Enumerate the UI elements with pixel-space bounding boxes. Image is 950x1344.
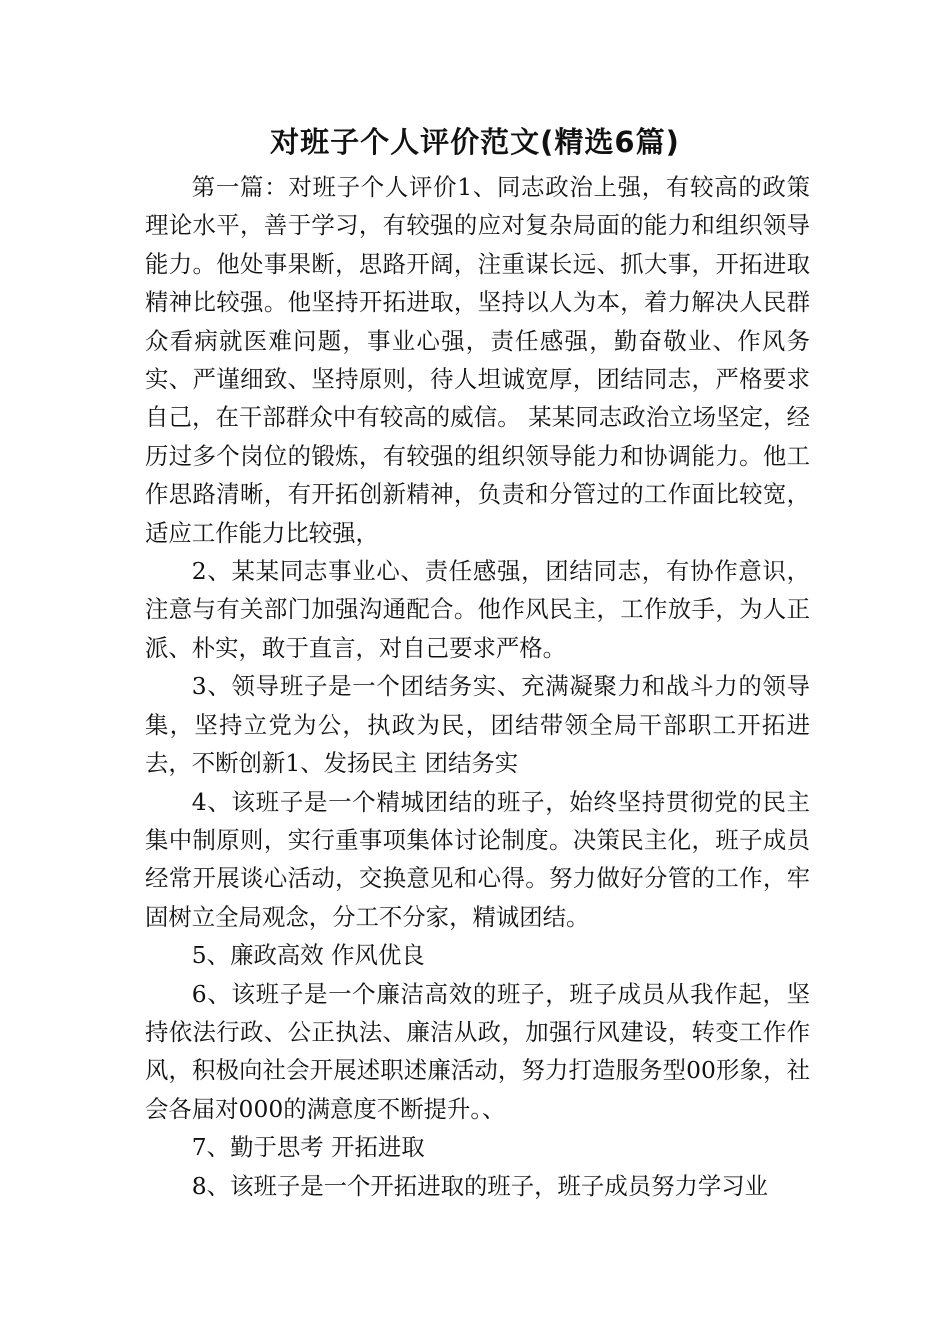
paragraph-2: 2、某某同志事业心、责任感强，团结同志，有协作意识，注意与有关部门加强沟通配合。他作风民主，工作放手，为人正派、朴实，敢于直言，对自己要求严格。 xyxy=(145,557,810,662)
paragraph-1: 第一篇：对班子个人评价1、同志政治上强，有较高的政策理论水平，善于学习，有较强的应对复杂局面的能力和组织领导能力。他处事果断，思路开阔，注重谋长远、抓大事，开拓进取精神比较强。他坚持开拓进取，坚持以人为本，着力解决人民群众看病就医难问题，事业心强，责任感强，勤奋敬业、作风务实、严谨细致、坚持原则，待人坦诚宽厚，团结同志，严格要求自己，在干部群众中有较高的威信。 某某同志政治立场坚定，经历过多个岗位的锻炼，有较强的组织领导能力和协调能力。他工作思路清晰，有开拓创新精神，负责和分管过的工作面比较宽，适应工作能力比较强， xyxy=(145,173,810,547)
paragraph-3: 3、领导班子是一个团结务实、充满凝聚力和战斗力的领导集，坚持立党为公，执政为民，团结带领全局干部职工开拓进去，不断创新1、发扬民主 团结务实 xyxy=(145,672,810,778)
paragraph-5: 5、廉政高效 作风优良 xyxy=(191,941,425,970)
paragraph-8: 8、该班子是一个开拓进取的班子，班子成员努力学习业 xyxy=(191,1171,769,1200)
document-body xyxy=(145,168,810,1205)
paragraph-4: 4、该班子是一个精城团结的班子，始终坚持贯彻党的民主集中制原则，实行重事项集体讨论制度。决策民主化，班子成员经常开展谈心活动，交换意见和心得。努力做好分管的工作，牢固树立全局观念，分工不分家，精诚团结。 xyxy=(145,787,810,931)
document-title: 对班子个人评价范文(精选6篇) xyxy=(270,125,680,159)
paragraph-6: 6、该班子是一个廉洁高效的班子，班子成员从我作起，坚持依法行政、公正执法、廉洁从政，加强行风建设，转变工作作风，积极向社会开展述职述廉活动，努力打造服务型00形象，社会各届对000的满意度不断提升。、 xyxy=(145,979,810,1123)
paragraph-7: 7、勤于思考 开拓进取 xyxy=(191,1133,425,1162)
